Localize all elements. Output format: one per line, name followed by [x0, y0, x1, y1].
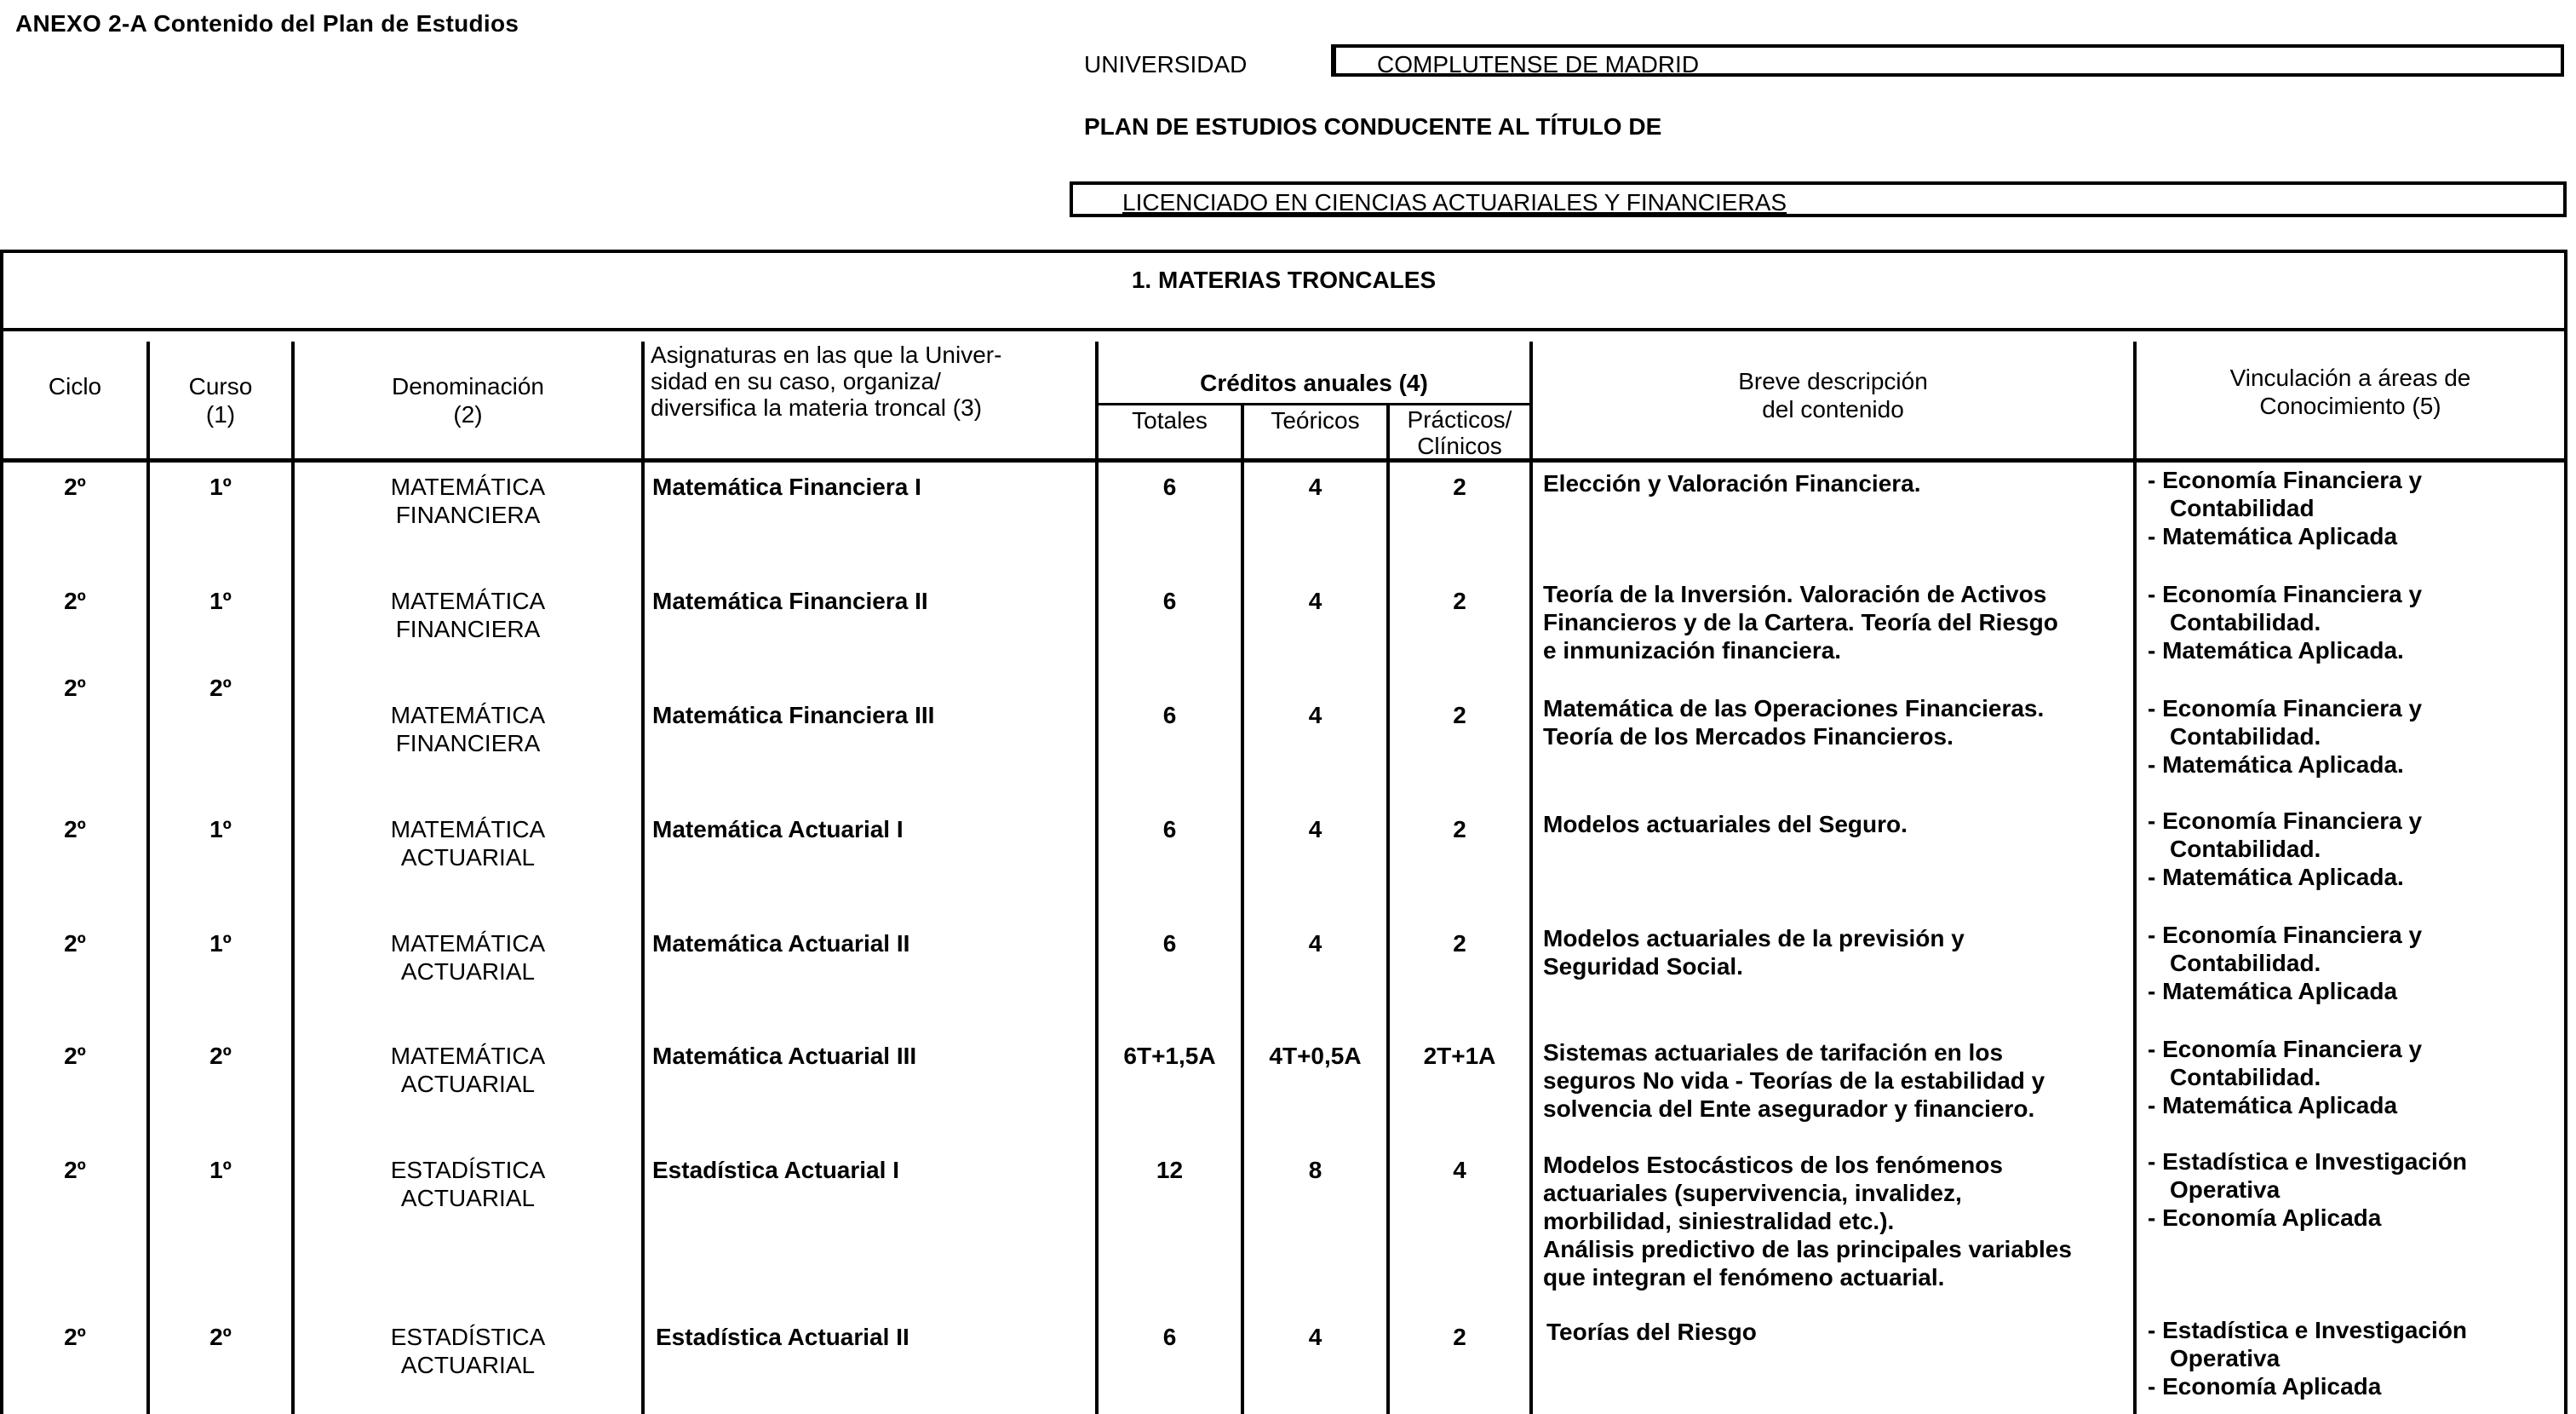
- row-7-desc-l2: actuariales (supervivencia, invalidez,: [1543, 1180, 1962, 1206]
- row-5-curso: 1º: [209, 930, 232, 957]
- row-2-ciclo: 2º: [64, 588, 86, 614]
- row-8-teoricos: 4: [1308, 1324, 1322, 1350]
- row-1-totales: 6: [1162, 474, 1177, 500]
- row-3-teoricos: 4: [1308, 702, 1322, 728]
- row-2-area-l1: - Economía Financiera y: [2148, 581, 2423, 607]
- row-1-asignatura: Matemática Financiera I: [652, 474, 921, 500]
- universidad-value: COMPLUTENSE DE MADRID: [1377, 51, 1700, 78]
- row-6-curso: 2º: [209, 1043, 232, 1069]
- row-5-descripcion: [1543, 924, 2131, 980]
- row-3-totales: 6: [1162, 702, 1177, 728]
- col-header-descripcion: [1533, 367, 2133, 423]
- row-3-asignatura: Matemática Financiera III: [652, 702, 935, 728]
- rule-below-header: [3, 458, 2564, 463]
- row-3-descripcion: [1543, 694, 2131, 750]
- row-3-desc-l1: Matemática de las Operaciones Financieras.: [1543, 695, 2045, 721]
- row-4-desc-l1: Modelos actuariales del Seguro.: [1543, 811, 1908, 837]
- col-header-descripcion-l1: Breve descripción: [1738, 368, 1928, 394]
- row-5-ciclo: 2º: [64, 930, 86, 957]
- row-8-area-l1: - Estadística e Investigación: [2148, 1317, 2468, 1343]
- row-6-denominacion: [295, 1042, 641, 1098]
- row-4-ciclo: 2º: [64, 816, 86, 842]
- col-header-denominacion: [295, 372, 641, 428]
- row-3-denominacion-l1: MATEMÁTICA: [390, 702, 546, 728]
- row-2-denominacion-l2: FINANCIERA: [395, 616, 541, 642]
- row-3-desc-l2: Teoría de los Mercados Financieros.: [1543, 723, 1954, 750]
- row-7-denominacion-l1: ESTADÍSTICA: [390, 1157, 546, 1183]
- row-5-desc-l1: Modelos actuariales de la previsión y: [1543, 925, 1965, 951]
- row-5-denominacion-l1: MATEMÁTICA: [390, 930, 546, 957]
- row-4-area-l2: Contabilidad.: [2170, 836, 2321, 862]
- row-7-curso: 1º: [209, 1157, 232, 1183]
- universidad-field: [1331, 44, 2564, 77]
- row-4-denominacion: [295, 815, 641, 871]
- rule-v-totales: [1241, 403, 1244, 1414]
- col-header-practicos: [1390, 406, 1529, 459]
- row-2-teoricos: 4: [1308, 588, 1322, 614]
- row-4-denominacion-l1: MATEMÁTICA: [390, 816, 546, 842]
- row-8-desc-l1: Teorías del Riesgo: [1546, 1319, 1757, 1345]
- row-6-descripcion: [1543, 1038, 2131, 1123]
- row-4-area-l1: - Economía Financiera y: [2148, 808, 2423, 834]
- row-4-practicos: 2: [1453, 816, 1466, 842]
- col-header-curso-note: (1): [205, 401, 236, 428]
- col-header-ciclo: Ciclo: [48, 373, 102, 399]
- row-2-denominacion-l1: MATEMÁTICA: [390, 588, 546, 614]
- row-8-area-l2: Operativa: [2170, 1345, 2281, 1371]
- row-1-areas: [2148, 466, 2565, 550]
- row-4-teoricos: 4: [1308, 816, 1322, 842]
- row-8-denominacion-l2: ACTUARIAL: [400, 1352, 536, 1378]
- row-8-asignatura: Estadística Actuarial II: [656, 1324, 909, 1350]
- titulo-field: [1070, 181, 2567, 217]
- row-1-curso: 1º: [209, 474, 232, 500]
- row-6-asignatura: Matemática Actuarial III: [652, 1043, 917, 1069]
- row-1-ciclo: 2º: [64, 474, 86, 500]
- col-header-asignaturas-l1: Asignaturas en las que la Univer-: [651, 342, 1002, 368]
- col-header-vinculacion-l2: Conocimiento (5): [2259, 393, 2441, 419]
- col-header-practicos-l2: Clínicos: [1417, 433, 1502, 459]
- col-header-descripcion-l2: del contenido: [1762, 396, 1904, 422]
- row-2-descripcion: [1543, 580, 2131, 664]
- row-8-practicos: 2: [1453, 1324, 1466, 1350]
- plan-label: PLAN DE ESTUDIOS CONDUCENTE AL TÍTULO DE: [1084, 113, 1662, 140]
- row-7-descripcion: [1543, 1151, 2131, 1291]
- row-5-totales: 6: [1162, 930, 1177, 957]
- titulo-value: LICENCIADO EN CIENCIAS ACTUARIALES Y FINANCIERAS: [1122, 189, 1787, 216]
- col-header-curso-label: Curso: [188, 373, 253, 399]
- rule-v-denom: [641, 342, 645, 1414]
- col-header-asignaturas-l3: diversifica la materia troncal (3): [651, 394, 983, 421]
- row-7-areas: [2148, 1147, 2565, 1232]
- rule-v-creditos: [1529, 342, 1533, 1414]
- row-7-area-l1: - Estadística e Investigación: [2148, 1148, 2468, 1175]
- row-8-descripcion: [1546, 1318, 2134, 1346]
- row-5-area-l1: - Economía Financiera y: [2148, 922, 2423, 948]
- row-1-denominacion: [295, 473, 641, 529]
- col-header-practicos-l1: Prácticos/: [1407, 406, 1512, 433]
- row-2-desc-l2: Financieros y de la Cartera. Teoría del Riesgo: [1543, 609, 2058, 635]
- col-header-teoricos: Teóricos: [1271, 407, 1360, 434]
- row-4-totales: 6: [1162, 816, 1177, 842]
- row-3-area-l2: Contabilidad.: [2170, 723, 2321, 750]
- row-3-area-l3: - Matemática Aplicada.: [2148, 751, 2404, 778]
- row-6-denominacion-l1: MATEMÁTICA: [390, 1043, 546, 1069]
- rule-v-asig: [1095, 342, 1099, 1414]
- row-6-teoricos: 4T+0,5A: [1269, 1043, 1362, 1069]
- col-header-vinculacion: [2137, 364, 2564, 420]
- row-3-curso: 2º: [209, 675, 232, 701]
- row-7-denominacion: [295, 1156, 641, 1212]
- row-4-descripcion: [1543, 810, 2131, 838]
- row-3-practicos: 2: [1453, 702, 1466, 728]
- row-5-denominacion-l2: ACTUARIAL: [400, 958, 536, 985]
- col-header-creditos: Créditos anuales (4): [1200, 370, 1428, 396]
- row-6-desc-l3: solvencia del Ente asegurador y financiero.: [1543, 1095, 2035, 1122]
- row-8-ciclo: 2º: [64, 1324, 86, 1350]
- row-1-area-l1: - Economía Financiera y: [2148, 467, 2423, 493]
- row-5-areas: [2148, 921, 2565, 1005]
- row-7-desc-l4: Análisis predictivo de las principales variables: [1543, 1236, 2072, 1262]
- row-7-asignatura: Estadística Actuarial I: [652, 1157, 899, 1183]
- row-6-totales: 6T+1,5A: [1123, 1043, 1216, 1069]
- row-6-ciclo: 2º: [64, 1043, 86, 1069]
- row-1-practicos: 2: [1453, 474, 1466, 500]
- row-5-denominacion: [295, 929, 641, 986]
- row-5-desc-l2: Seguridad Social.: [1543, 953, 1743, 980]
- row-6-denominacion-l2: ACTUARIAL: [400, 1071, 536, 1097]
- annex-title: ANEXO 2-A Contenido del Plan de Estudios: [15, 10, 519, 37]
- row-7-teoricos: 8: [1308, 1157, 1322, 1183]
- row-5-area-l2: Contabilidad.: [2170, 950, 2321, 976]
- rule-creditos-sub: [1095, 403, 1533, 405]
- row-1-denominacion-l2: FINANCIERA: [395, 502, 541, 528]
- row-7-desc-l5: que integran el fenómeno actuarial.: [1543, 1264, 1945, 1290]
- row-8-areas: [2148, 1316, 2565, 1400]
- row-4-curso: 1º: [209, 816, 232, 842]
- row-6-desc-l1: Sistemas actuariales de tarifación en los: [1543, 1039, 2004, 1066]
- row-3-areas: [2148, 694, 2565, 779]
- row-8-denominacion: [295, 1323, 641, 1379]
- row-5-asignatura: Matemática Actuarial II: [652, 930, 910, 957]
- col-header-asignaturas-l2: sidad en su caso, organiza/: [651, 368, 941, 394]
- row-5-practicos: 2: [1453, 930, 1466, 957]
- row-6-area-l3: - Matemática Aplicada: [2148, 1092, 2398, 1118]
- row-4-asignatura: Matemática Actuarial I: [652, 816, 904, 842]
- row-2-area-l2: Contabilidad.: [2170, 609, 2321, 635]
- row-7-desc-l3: morbilidad, siniestralidad etc.).: [1543, 1208, 1895, 1234]
- row-1-area-l2: Contabilidad: [2170, 495, 2315, 521]
- row-8-curso: 2º: [209, 1324, 232, 1350]
- row-5-teoricos: 4: [1308, 930, 1322, 957]
- col-header-denominacion-note: (2): [453, 401, 483, 428]
- row-4-areas: [2148, 807, 2565, 891]
- row-3-ciclo: 2º: [64, 675, 86, 701]
- row-7-ciclo: 2º: [64, 1157, 86, 1183]
- row-7-desc-l1: Modelos Estocásticos de los fenómenos: [1543, 1152, 2003, 1178]
- row-3-denominacion-l2: FINANCIERA: [395, 730, 541, 756]
- row-6-area-l2: Contabilidad.: [2170, 1064, 2321, 1090]
- rule-below-title: [3, 328, 2564, 331]
- row-2-desc-l3: e inmunización financiera.: [1543, 637, 1842, 664]
- row-7-practicos: 4: [1453, 1157, 1466, 1183]
- row-1-denominacion-l1: MATEMÁTICA: [390, 474, 546, 500]
- row-8-denominacion-l1: ESTADÍSTICA: [390, 1324, 546, 1350]
- rule-v-ciclo: [146, 342, 150, 1414]
- row-3-area-l1: - Economía Financiera y: [2148, 695, 2423, 721]
- row-1-descripcion: [1543, 469, 2131, 497]
- row-2-practicos: 2: [1453, 588, 1466, 614]
- row-7-denominacion-l2: ACTUARIAL: [400, 1185, 536, 1211]
- row-8-totales: 6: [1162, 1324, 1177, 1350]
- row-6-practicos: 2T+1A: [1423, 1043, 1496, 1069]
- section-title: 1. MATERIAS TRONCALES: [1131, 267, 1437, 293]
- row-6-area-l1: - Economía Financiera y: [2148, 1036, 2423, 1062]
- col-header-denominacion-label: Denominación: [392, 373, 544, 399]
- row-2-denominacion: [295, 587, 641, 643]
- universidad-label: UNIVERSIDAD: [1084, 51, 1248, 78]
- row-2-desc-l1: Teoría de la Inversión. Valoración de Activos: [1543, 581, 2047, 607]
- col-header-totales: Totales: [1132, 407, 1208, 434]
- row-5-area-l3: - Matemática Aplicada: [2148, 978, 2398, 1004]
- row-2-curso: 1º: [209, 588, 232, 614]
- row-8-area-l3: - Economía Aplicada: [2148, 1373, 2382, 1400]
- col-header-curso: [150, 372, 291, 428]
- row-7-area-l2: Operativa: [2170, 1176, 2281, 1203]
- materias-table: [0, 250, 2567, 1414]
- row-7-area-l3: - Economía Aplicada: [2148, 1204, 2382, 1231]
- row-2-area-l3: - Matemática Aplicada.: [2148, 637, 2404, 664]
- rule-v-desc: [2133, 342, 2137, 1414]
- row-1-desc-l1: Elección y Valoración Financiera.: [1543, 470, 1921, 497]
- row-2-areas: [2148, 580, 2565, 664]
- col-header-asignaturas: [651, 342, 1093, 421]
- row-6-areas: [2148, 1035, 2565, 1119]
- col-header-vinculacion-l1: Vinculación a áreas de: [2229, 365, 2471, 391]
- row-1-teoricos: 4: [1308, 474, 1322, 500]
- rule-v-teoricos: [1386, 403, 1390, 1414]
- row-3-denominacion: [295, 701, 641, 757]
- row-1-area-l3: - Matemática Aplicada: [2148, 523, 2398, 549]
- row-7-totales: 12: [1156, 1157, 1184, 1183]
- row-4-area-l3: - Matemática Aplicada.: [2148, 864, 2404, 890]
- row-2-asignatura: Matemática Financiera II: [652, 588, 928, 614]
- row-2-totales: 6: [1162, 588, 1177, 614]
- row-4-denominacion-l2: ACTUARIAL: [400, 844, 536, 871]
- row-6-desc-l2: seguros No vida - Teorías de la estabilidad y: [1543, 1067, 2045, 1094]
